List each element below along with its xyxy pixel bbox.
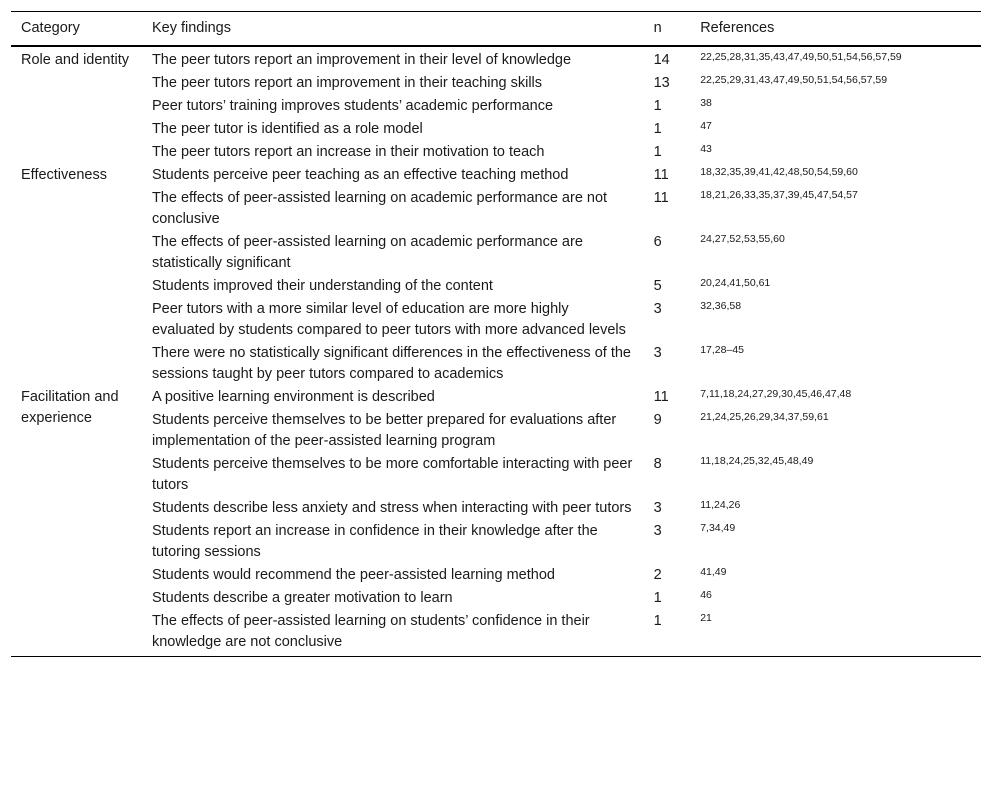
table-row xyxy=(11,231,981,275)
references-cell: 22,25,29,31,43,47,49,50,51,54,56,57,59 xyxy=(700,74,888,86)
finding-cell: Students perceive themselves to be more comfortable interacting with peer tutors xyxy=(151,456,633,493)
table-row xyxy=(11,520,981,564)
category-cell: Facilitation and experience xyxy=(21,389,119,426)
finding-cell: The effects of peer-assisted learning on academic performance are statistically significant xyxy=(151,234,583,271)
table-row xyxy=(11,298,981,342)
table-row xyxy=(11,275,981,298)
n-cell: 1 xyxy=(653,98,662,114)
references-cell: 21,24,25,26,29,34,37,59,61 xyxy=(700,411,829,423)
finding-cell: Peer tutors with a more similar level of education are more highly evaluated by students compared to peer tutors with more advanced levels xyxy=(151,301,626,338)
references-cell: 21 xyxy=(700,612,712,624)
references-cell: 20,24,41,50,61 xyxy=(700,277,771,289)
finding-cell: Students report an increase in confidence in their knowledge after the tutoring sessions xyxy=(151,523,598,560)
table-row xyxy=(11,187,981,231)
table-row xyxy=(11,386,981,409)
finding-cell: Students would recommend the peer-assisted learning method xyxy=(151,567,555,583)
category-cell: Role and identity xyxy=(21,52,130,68)
table-row xyxy=(11,342,981,386)
n-cell: 2 xyxy=(653,567,662,583)
n-cell: 3 xyxy=(653,301,662,317)
n-cell: 11 xyxy=(653,167,669,183)
table-row xyxy=(11,95,981,118)
n-cell: 1 xyxy=(653,144,662,160)
findings-table xyxy=(11,11,981,657)
n-cell: 3 xyxy=(653,500,662,516)
table-row xyxy=(11,453,981,497)
n-cell: 8 xyxy=(653,456,662,472)
header-findings: Key findings xyxy=(151,20,231,36)
n-cell: 1 xyxy=(653,590,662,606)
references-cell: 18,21,26,33,35,37,39,45,47,54,57 xyxy=(700,189,858,201)
table-row xyxy=(11,497,981,520)
references-cell: 11,24,26 xyxy=(700,499,741,511)
references-cell: 41,49 xyxy=(700,566,727,578)
finding-cell: Peer tutors’ training improves students’ academic performance xyxy=(151,98,554,114)
n-cell: 6 xyxy=(653,234,662,250)
references-cell: 17,28–45 xyxy=(700,344,744,356)
references-cell: 46 xyxy=(700,589,712,601)
n-cell: 1 xyxy=(653,613,662,629)
finding-cell: There were no statistically significant differences in the effectiveness of the sessions taught by peer tutors compared to academics xyxy=(151,345,631,382)
finding-cell: The peer tutors report an improvement in their teaching skills xyxy=(151,75,543,91)
finding-cell: The effects of peer-assisted learning on students’ confidence in their knowledge are not conclusive xyxy=(151,613,590,650)
table-row xyxy=(11,409,981,453)
header-category: Category xyxy=(21,20,80,36)
finding-cell: The peer tutor is identified as a role model xyxy=(151,121,423,137)
n-cell: 13 xyxy=(653,75,670,91)
finding-cell: Students describe less anxiety and stress when interacting with peer tutors xyxy=(151,500,632,516)
finding-cell: A positive learning environment is described xyxy=(151,389,435,405)
table-row xyxy=(11,72,981,95)
references-cell: 38 xyxy=(700,97,712,109)
table-row xyxy=(11,46,981,72)
n-cell: 11 xyxy=(653,190,669,206)
finding-cell: Students describe a greater motivation to learn xyxy=(151,590,453,606)
table-body xyxy=(11,46,981,657)
table-header xyxy=(11,12,981,47)
finding-cell: The peer tutors report an increase in their motivation to teach xyxy=(151,144,545,160)
finding-cell: Students perceive peer teaching as an effective teaching method xyxy=(151,167,569,183)
references-cell: 24,27,52,53,55,60 xyxy=(700,233,785,245)
category-cell: Effectiveness xyxy=(21,167,107,183)
table-row xyxy=(11,564,981,587)
header-row xyxy=(11,12,981,47)
finding-cell: The effects of peer-assisted learning on academic performance are not conclusive xyxy=(151,190,608,227)
references-cell: 32,36,58 xyxy=(700,300,742,312)
table-row xyxy=(11,164,981,187)
table-row xyxy=(11,587,981,610)
references-cell: 11,18,24,25,32,45,48,49 xyxy=(700,455,814,467)
n-cell: 3 xyxy=(653,345,662,361)
n-cell: 9 xyxy=(653,412,662,428)
n-cell: 5 xyxy=(653,278,662,294)
n-cell: 3 xyxy=(653,523,662,539)
n-cell: 11 xyxy=(653,389,669,405)
table-row xyxy=(11,610,981,657)
header-references: References xyxy=(700,20,775,36)
references-cell: 7,11,18,24,27,29,30,45,46,47,48 xyxy=(700,388,852,400)
n-cell: 1 xyxy=(653,121,662,137)
finding-cell: The peer tutors report an improvement in their level of knowledge xyxy=(151,52,572,68)
table-row xyxy=(11,141,981,164)
finding-cell: Students perceive themselves to be better prepared for evaluations after implementation of the peer-assisted learning program xyxy=(151,412,617,449)
references-cell: 18,32,35,39,41,42,48,50,54,59,60 xyxy=(700,166,858,178)
table-row xyxy=(11,118,981,141)
references-cell: 47 xyxy=(700,120,712,132)
references-cell: 22,25,28,31,35,43,47,49,50,51,54,56,57,59 xyxy=(700,51,902,63)
header-n: n xyxy=(653,20,662,36)
references-cell: 7,34,49 xyxy=(700,522,736,534)
finding-cell: Students improved their understanding of the content xyxy=(151,278,493,294)
references-cell: 43 xyxy=(700,143,712,155)
n-cell: 14 xyxy=(653,52,670,68)
findings-table-container xyxy=(11,11,981,657)
